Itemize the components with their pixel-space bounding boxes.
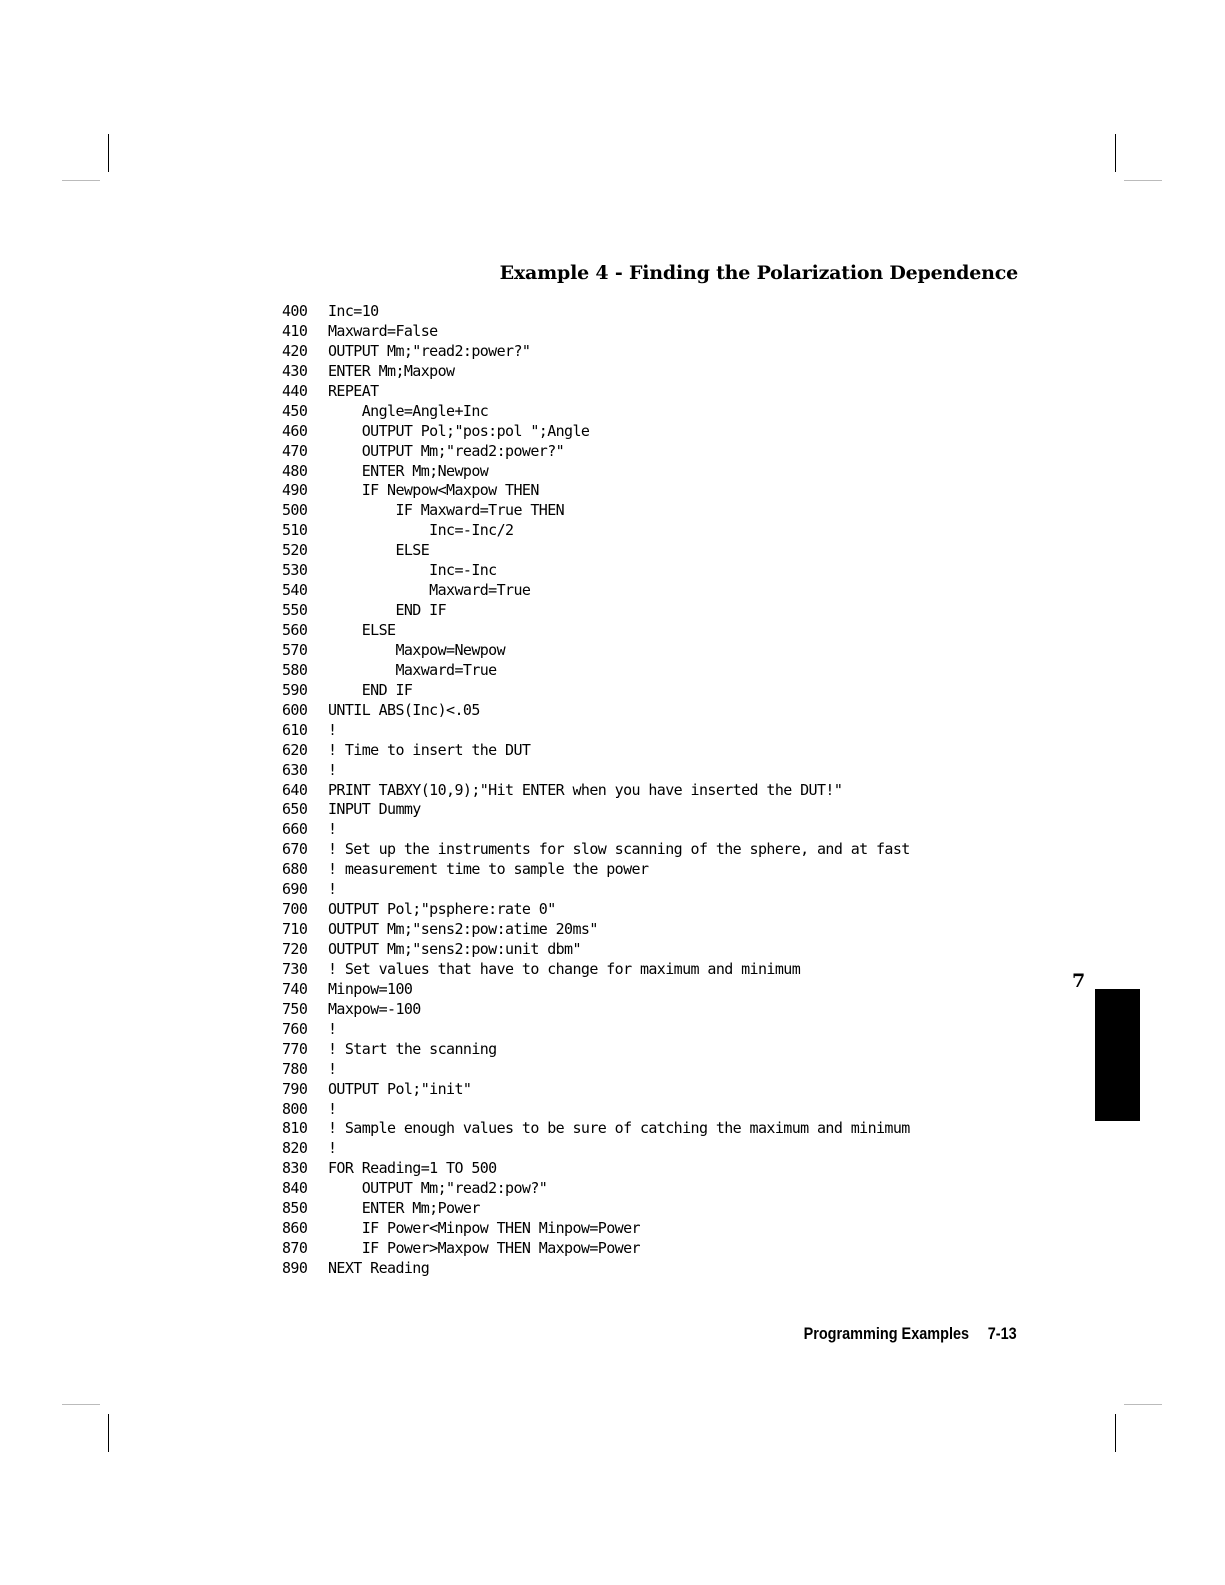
code-line (282, 880, 910, 900)
code-line (282, 1080, 910, 1100)
line-number: 430 (282, 361, 308, 380)
code-text: Angle=Angle+Inc (328, 401, 489, 420)
line-number: 470 (282, 441, 308, 460)
code-text: ! (328, 880, 337, 899)
code-text: Maxpow=-100 (328, 999, 421, 1018)
line-number: 780 (282, 1059, 308, 1078)
code-line (282, 1100, 910, 1120)
code-line (282, 1119, 910, 1139)
code-line (282, 1060, 910, 1080)
line-number: 460 (282, 421, 308, 440)
code-line (282, 1159, 910, 1179)
line-number: 580 (282, 660, 308, 679)
line-number: 490 (282, 481, 308, 500)
code-text: Maxward=True (328, 660, 497, 679)
code-text: END IF (328, 601, 447, 620)
line-number: 570 (282, 640, 308, 659)
code-line (282, 1199, 910, 1219)
crop-mark (1115, 134, 1116, 172)
code-text: ! Time to insert the DUT (328, 740, 531, 759)
line-number: 410 (282, 321, 308, 340)
code-line (282, 1259, 910, 1279)
code-line (282, 442, 910, 462)
line-number: 710 (282, 920, 308, 939)
code-line (282, 1139, 910, 1159)
code-line (282, 561, 910, 581)
code-text: ! (328, 820, 337, 839)
code-text: Inc=-Inc/2 (328, 521, 514, 540)
code-line (282, 422, 910, 442)
code-text: OUTPUT Mm;"sens2:pow:unit dbm" (328, 940, 581, 958)
code-line (282, 840, 910, 860)
code-text: UNTIL ABS(Inc)<.05 (328, 700, 480, 719)
code-line (282, 661, 910, 681)
line-number: 680 (282, 860, 308, 879)
chapter-tab (1095, 989, 1140, 1121)
line-number: 670 (282, 840, 308, 859)
line-number: 630 (282, 760, 308, 779)
code-line (282, 481, 910, 501)
code-line (282, 581, 910, 601)
line-number: 650 (282, 800, 308, 819)
line-number: 640 (282, 780, 308, 799)
line-number: 810 (282, 1119, 308, 1138)
line-number: 860 (282, 1219, 308, 1238)
code-text: IF Power>Maxpow THEN Maxpow=Power (328, 1239, 640, 1258)
code-text: REPEAT (328, 381, 379, 400)
crop-mark (108, 1414, 109, 1452)
code-text: Minpow=100 (328, 979, 413, 998)
code-text: OUTPUT Pol;"psphere:rate 0" (328, 900, 556, 919)
chapter-number: 7 (1072, 970, 1086, 992)
code-line (282, 920, 910, 940)
line-number: 620 (282, 740, 308, 759)
code-text: ! (328, 1139, 337, 1158)
code-text: ! Set up the instruments for slow scanning of the sphere, and at fast (328, 840, 910, 859)
code-text: IF Maxward=True THEN (328, 501, 565, 520)
code-line (282, 1239, 910, 1259)
code-line (282, 302, 910, 322)
line-number: 720 (282, 940, 308, 958)
code-text: Inc=10 (328, 302, 379, 320)
line-number: 660 (282, 820, 308, 839)
line-number: 600 (282, 700, 308, 719)
code-text: IF Newpow<Maxpow THEN (328, 481, 539, 500)
line-number: 510 (282, 521, 308, 540)
code-line (282, 701, 910, 721)
crop-mark (108, 134, 109, 172)
code-line (282, 601, 910, 621)
line-number: 520 (282, 541, 308, 560)
code-text: Maxpow=Newpow (328, 640, 506, 659)
code-text: ! Set values that have to change for maximum and minimum (328, 959, 801, 978)
footer-section-title: Programming Examples (803, 1324, 970, 1343)
code-line (282, 741, 910, 761)
code-line (282, 900, 910, 920)
code-text: Maxward=True (328, 581, 531, 600)
code-line (282, 980, 910, 1000)
code-text: OUTPUT Mm;"read2:pow?" (328, 1179, 548, 1198)
code-line (282, 960, 910, 980)
code-text: ! measurement time to sample the power (328, 860, 649, 879)
code-line (282, 820, 910, 840)
line-number: 870 (282, 1239, 308, 1258)
code-line (282, 621, 910, 641)
code-text: Maxward=False (328, 321, 438, 340)
code-line (282, 940, 910, 960)
line-number: 890 (282, 1259, 308, 1277)
crop-mark (1115, 1414, 1116, 1452)
code-text: ! (328, 1059, 337, 1078)
line-number: 550 (282, 601, 308, 620)
code-line (282, 462, 910, 482)
line-number: 560 (282, 621, 308, 639)
code-text: ! (328, 760, 337, 779)
line-number: 790 (282, 1079, 308, 1098)
code-text: ENTER Mm;Newpow (328, 461, 489, 480)
code-line (282, 382, 910, 402)
line-number: 480 (282, 461, 308, 480)
line-number: 540 (282, 581, 308, 600)
code-text: OUTPUT Pol;"init" (328, 1079, 472, 1098)
code-text: ! (328, 1019, 337, 1038)
code-text: END IF (328, 680, 413, 699)
code-text: ! Sample enough values to be sure of catching the maximum and minimum (328, 1119, 910, 1138)
code-text: ENTER Mm;Power (328, 1199, 480, 1218)
code-line (282, 781, 910, 801)
code-line (282, 800, 910, 820)
code-text: ! (328, 1099, 337, 1118)
line-number: 610 (282, 720, 308, 739)
code-text: ELSE (328, 541, 430, 560)
code-text: Inc=-Inc (328, 561, 497, 580)
line-number: 690 (282, 880, 308, 899)
line-number: 830 (282, 1159, 308, 1178)
line-number: 450 (282, 401, 308, 420)
code-line (282, 860, 910, 880)
code-text: FOR Reading=1 TO 500 (328, 1159, 497, 1178)
code-line (282, 521, 910, 541)
crop-mark (1124, 1404, 1162, 1405)
code-line (282, 1040, 910, 1060)
code-text: ELSE (328, 621, 396, 639)
code-line (282, 1000, 910, 1020)
page-footer (804, 1324, 1017, 1344)
footer-page-number: 7-13 (988, 1324, 1017, 1343)
code-line (282, 721, 910, 741)
code-text: ! (328, 720, 337, 739)
code-line (282, 641, 910, 661)
code-line (282, 501, 910, 521)
line-number: 440 (282, 381, 308, 400)
code-text: ENTER Mm;Maxpow (328, 361, 455, 380)
code-text: PRINT TABXY(10,9);"Hit ENTER when you have inserted the DUT!" (328, 780, 843, 799)
code-line (282, 1179, 910, 1199)
code-line (282, 681, 910, 701)
code-text: ! Start the scanning (328, 1039, 497, 1058)
line-number: 500 (282, 501, 308, 520)
code-line (282, 1219, 910, 1239)
line-number: 770 (282, 1039, 308, 1058)
line-number: 700 (282, 900, 308, 919)
code-line (282, 761, 910, 781)
line-number: 740 (282, 979, 308, 998)
line-number: 750 (282, 999, 308, 1018)
line-number: 850 (282, 1199, 308, 1218)
code-text: NEXT Reading (328, 1259, 430, 1277)
page-heading: Example 4 - Finding the Polarization Dependence (499, 262, 1018, 284)
line-number: 590 (282, 680, 308, 699)
code-line (282, 541, 910, 561)
line-number: 400 (282, 302, 308, 320)
line-number: 760 (282, 1019, 308, 1038)
code-text: INPUT Dummy (328, 800, 421, 819)
code-line (282, 402, 910, 422)
crop-mark (62, 1404, 100, 1405)
line-number: 730 (282, 959, 308, 978)
code-text: OUTPUT Pol;"pos:pol ";Angle (328, 421, 590, 440)
crop-mark (1124, 180, 1162, 181)
line-number: 820 (282, 1139, 308, 1158)
code-text: OUTPUT Mm;"read2:power?" (328, 441, 565, 460)
code-text: OUTPUT Mm;"read2:power?" (328, 341, 531, 360)
code-line (282, 322, 910, 342)
crop-mark (62, 180, 100, 181)
code-text: OUTPUT Mm;"sens2:pow:atime 20ms" (328, 920, 598, 939)
code-line (282, 1020, 910, 1040)
code-line (282, 342, 910, 362)
line-number: 800 (282, 1099, 308, 1118)
line-number: 530 (282, 561, 308, 580)
code-text: IF Power<Minpow THEN Minpow=Power (328, 1219, 640, 1238)
code-listing (282, 302, 910, 1279)
line-number: 840 (282, 1179, 308, 1198)
code-line (282, 362, 910, 382)
line-number: 420 (282, 341, 308, 360)
